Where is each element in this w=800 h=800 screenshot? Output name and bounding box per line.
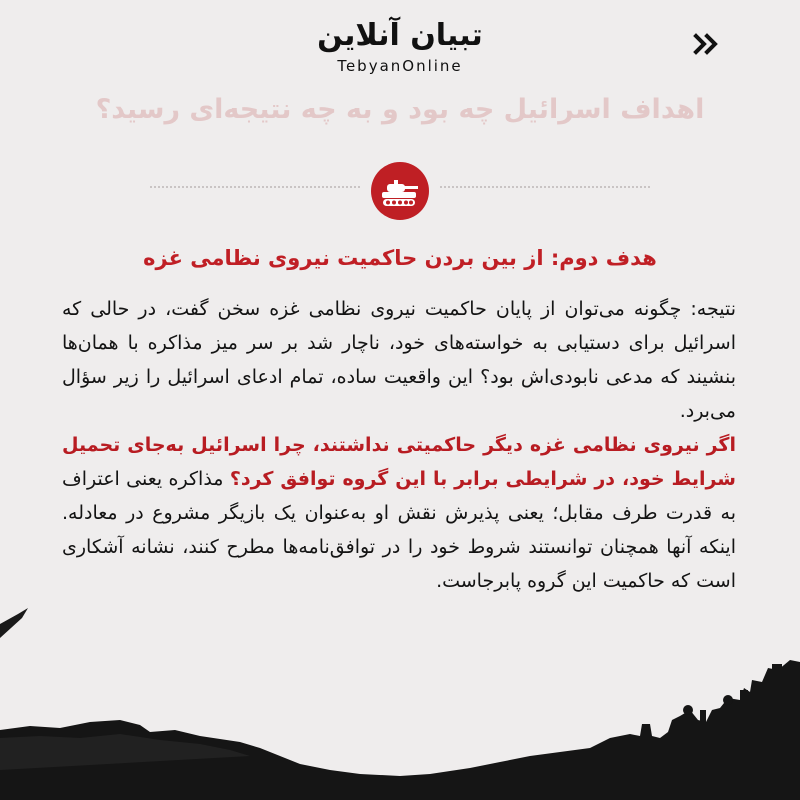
war-silhouette-illustration <box>0 560 800 800</box>
tank-badge <box>371 162 429 220</box>
highlighted-question: اگر نیروی نظامی غزه دیگر حاکمیتی نداشتند، چرا اسرائیل به‌جای تحمیل شرایط خود، در شرایطی برابر با این گروه توافق کرد؟ <box>62 434 736 490</box>
article-body <box>62 292 736 598</box>
section-heading: هدف دوم: از بین بردن حاکمیت نیروی نظامی غزه <box>143 246 657 270</box>
result-paragraph: نتیجه: چگونه می‌توان از پایان حاکمیت نیروی نظامی غزه سخن گفت، در حالی که اسرائیل برای دستیابی به خواسته‌های خود، ناچار شد بر سر میز مذاکره با همان‌ها بنشیند که مدعی نابودی‌اش بود؟ این واقعیت ساده، تمام ادعای اسرائیل را زیر سؤال می‌برد. <box>62 298 736 422</box>
brand-name-fa: تبیان آنلاین <box>317 18 483 53</box>
dotted-divider-left <box>150 186 360 188</box>
brand-name-en: TebyanOnline <box>337 57 463 75</box>
brand-logo <box>0 18 800 76</box>
dotted-divider-right <box>440 186 650 188</box>
double-chevron-icon[interactable] <box>692 32 722 56</box>
tank-icon <box>380 174 420 208</box>
explanation-text: مذاکره یعنی اعتراف به قدرت طرف مقابل؛ یعنی پذیرش نقش او به‌عنوان یک بازیگر مشروع در معادله. اینکه آنها همچنان توانستند شروط خود را در توافق‌نامه‌ها مطرح کنند، نشانه آشکاری است که حاکمیت این گروه پابرجاست. <box>62 468 736 592</box>
faded-subtitle: اهداف اسرائیل چه بود و به چه نتیجه‌ای رسید؟ <box>95 94 705 125</box>
